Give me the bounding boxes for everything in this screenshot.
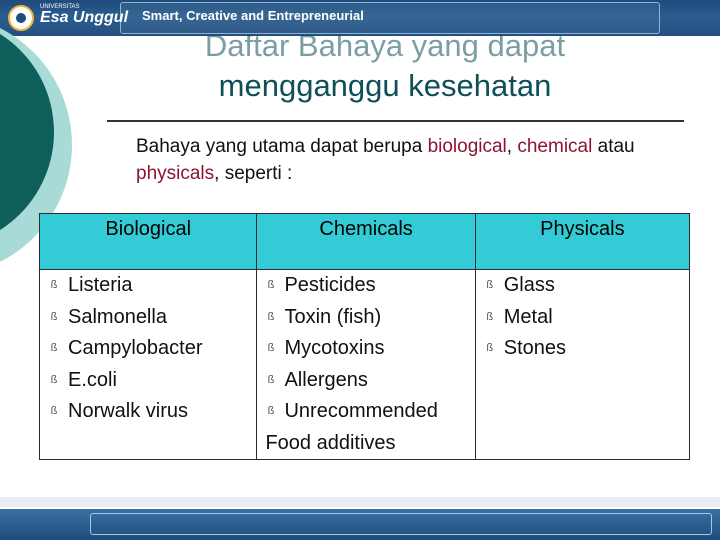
intro-part-2: atau (592, 136, 635, 157)
bullet-icon: ß (267, 310, 275, 323)
logo-text: Esa Unggul (40, 9, 129, 26)
footer-frame (90, 513, 712, 535)
title-divider (107, 120, 684, 122)
bullet-icon: ß (50, 342, 58, 355)
biological-cell (40, 270, 257, 460)
title-line-2: mengganggu kesehatan (218, 68, 552, 103)
physicals-cell (475, 270, 689, 460)
list-item: ß Toxin (fish) (257, 302, 474, 334)
table-body-row (40, 270, 690, 460)
slide-title (120, 26, 650, 106)
bullet-icon: ß (267, 279, 275, 291)
intro-biological: biological (427, 136, 507, 157)
header-chemicals: Chemicals (257, 214, 475, 270)
physicals-list (476, 270, 689, 365)
bullet-icon: ß (50, 373, 58, 386)
header-biological: Biological (40, 214, 257, 270)
list-item: ß Campylobacter (40, 333, 256, 365)
hazard-table (39, 213, 690, 460)
list-item: ß Stones (476, 333, 689, 365)
list-item: ß Listeria (40, 270, 256, 302)
bullet-icon: ß (50, 405, 58, 418)
title-line-1: Daftar Bahaya yang dapat (204, 28, 566, 63)
biological-list (40, 270, 256, 428)
intro-text (136, 133, 696, 187)
list-item: ß Glass (476, 270, 689, 302)
bullet-icon: ß (267, 405, 275, 418)
list-item: ß Mycotoxins (257, 333, 474, 365)
university-logo (8, 4, 128, 32)
intro-part-3: , seperti : (214, 163, 293, 184)
table-header-row (40, 214, 690, 270)
intro-part-1: Bahaya yang utama dapat berupa (136, 136, 428, 157)
bullet-icon: ß (267, 342, 275, 355)
chemicals-cell (257, 270, 475, 460)
list-item: ß Allergens (257, 365, 474, 397)
intro-physicals: physicals (136, 163, 215, 184)
list-item: ß Salmonella (40, 302, 256, 334)
logo-emblem-icon (8, 5, 34, 31)
list-item: ß Metal (476, 302, 689, 334)
list-item: ß Pesticides (257, 270, 474, 302)
bullet-icon: ß (486, 279, 494, 291)
chemicals-list (257, 270, 474, 428)
bullet-icon: ß (486, 342, 494, 355)
bullet-icon: ß (50, 310, 58, 323)
header-tagline: Smart, Creative and Entrepreneurial (142, 8, 364, 23)
footer-bar (0, 509, 720, 540)
bullet-icon: ß (486, 310, 494, 323)
bullet-icon: ß (50, 279, 58, 291)
list-item: ß E.coli (40, 365, 256, 397)
chemicals-extra-line: Food additives (265, 431, 396, 454)
bullet-icon: ß (267, 373, 275, 386)
intro-chemical: chemical (517, 136, 593, 157)
intro-comma: , (506, 136, 518, 157)
footer-divider (0, 497, 720, 507)
list-item: ß Unrecommended (257, 396, 474, 428)
header-physicals: Physicals (475, 214, 689, 270)
logo-small-label: UNIVERSITAS (40, 4, 80, 10)
list-item: ß Norwalk virus (40, 396, 256, 428)
